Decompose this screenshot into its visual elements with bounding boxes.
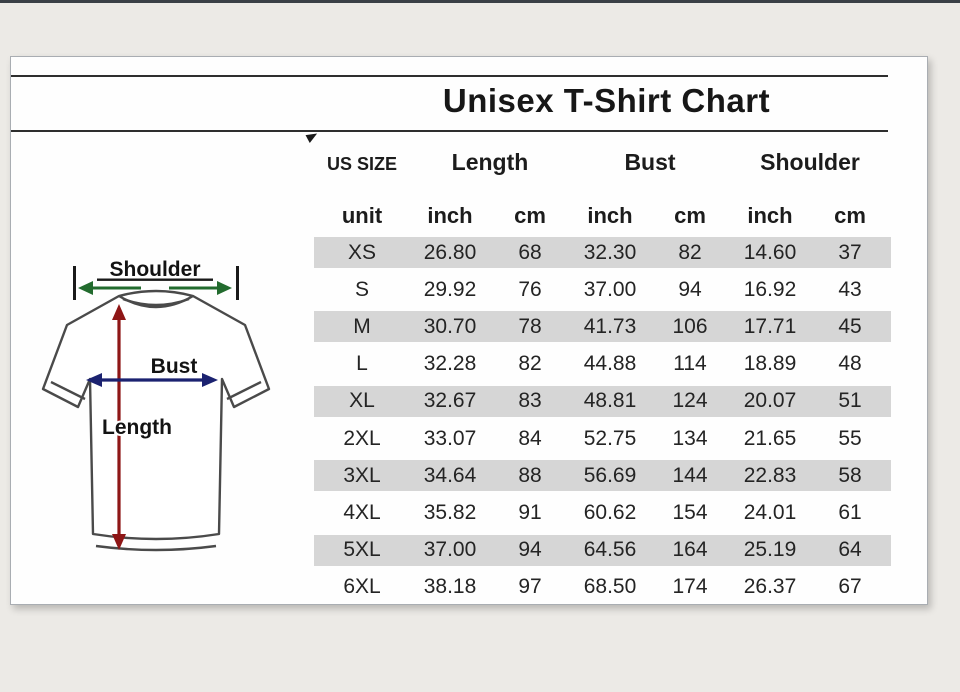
value-cell: 45 [838,314,862,338]
value-cell: 64.56 [583,538,637,562]
value-cell: 29.92 [423,277,477,301]
scan-top-edge [0,0,960,3]
table-row [314,457,891,494]
table-row [314,532,891,569]
length-inch-header: inch [427,202,473,228]
value-cell: 134 [672,426,708,450]
page-title: Unisex T-Shirt Chart [442,82,771,119]
size-cell: 5XL [343,538,381,562]
value-cell: 26.37 [743,575,797,599]
value-cell: 64 [838,538,862,562]
value-cell: 48 [838,352,862,376]
value-cell: 76 [518,277,542,301]
value-cell: 37.00 [423,538,477,562]
size-cell: M [353,314,371,338]
value-cell: 37.00 [583,277,637,301]
bust-label: Bust [150,355,198,378]
value-cell: 22.83 [743,463,797,487]
value-cell: 78 [518,314,542,338]
size-cell: XS [347,240,376,264]
value-cell: 67 [838,575,862,599]
value-cell: 18.89 [743,352,797,376]
table-group-header-row [314,141,891,197]
value-cell: 43 [838,277,862,301]
table-body [314,234,891,606]
value-cell: 60.62 [583,500,637,524]
value-cell: 34.64 [423,463,477,487]
value-cell: 82 [518,352,542,376]
size-table [314,141,891,606]
value-cell: 48.81 [583,389,637,413]
value-cell: 14.60 [743,240,797,264]
tshirt-measurement-diagram [41,252,271,557]
value-cell: 83 [518,389,542,413]
size-cell: 3XL [343,463,381,487]
size-cell: 4XL [343,500,381,524]
value-cell: 17.71 [743,314,797,338]
value-cell: 32.28 [423,352,477,376]
bust-inch-header: inch [587,202,633,228]
table-row [314,308,891,345]
shoulder-inch-header: inch [747,202,793,228]
value-cell: 154 [672,500,708,524]
table-row [314,420,891,457]
length-cm-header: cm [514,202,546,228]
table-unit-row [314,197,891,234]
value-cell: 33.07 [423,426,477,450]
size-cell: XL [349,389,375,413]
length-label: Length [102,416,172,439]
value-cell: 38.18 [423,575,477,599]
value-cell: 56.69 [583,463,637,487]
table-row [314,383,891,420]
table-row [314,234,891,271]
value-cell: 88 [518,463,542,487]
title-divider-line [11,130,888,132]
value-cell: 55 [838,426,862,450]
size-cell: S [354,277,369,301]
value-cell: 84 [518,426,542,450]
value-cell: 164 [672,538,708,562]
shoulder-cm-header: cm [834,202,866,228]
size-cell: 2XL [343,426,381,450]
table-row [314,494,891,531]
value-cell: 58 [838,463,862,487]
value-cell: 82 [678,240,702,264]
table-row [314,271,891,308]
header-bust: Bust [624,149,676,175]
value-cell: 106 [672,314,708,338]
value-cell: 21.65 [743,426,797,450]
header-length: Length [451,149,529,175]
header-shoulder: Shoulder [760,149,860,175]
value-cell: 16.92 [743,277,797,301]
size-cell: 6XL [343,575,381,599]
value-cell: 52.75 [583,426,637,450]
value-cell: 68.50 [583,575,637,599]
value-cell: 124 [672,389,708,413]
value-cell: 37 [838,240,862,264]
table-row [314,569,891,606]
value-cell: 91 [518,500,542,524]
value-cell: 51 [838,389,862,413]
value-cell: 24.01 [743,500,797,524]
table-row [314,346,891,383]
value-cell: 30.70 [423,314,477,338]
value-cell: 144 [672,463,708,487]
unit-header: unit [341,202,383,228]
bust-cm-header: cm [674,202,706,228]
value-cell: 35.82 [423,500,477,524]
value-cell: 94 [678,277,702,301]
value-cell: 114 [673,352,707,376]
value-cell: 61 [838,500,862,524]
size-chart-card [10,56,928,605]
top-divider-line [11,75,888,77]
value-cell: 94 [518,538,542,562]
size-cell: L [356,352,368,376]
value-cell: 97 [518,575,542,599]
value-cell: 68 [518,240,542,264]
shoulder-label: Shoulder [109,258,201,281]
value-cell: 26.80 [423,240,477,264]
value-cell: 41.73 [583,314,637,338]
header-us-size: US SIZE [326,154,397,174]
value-cell: 32.67 [423,389,477,413]
value-cell: 32.30 [583,240,637,264]
value-cell: 25.19 [743,538,797,562]
value-cell: 20.07 [743,389,797,413]
value-cell: 174 [672,575,708,599]
value-cell: 44.88 [583,352,637,376]
